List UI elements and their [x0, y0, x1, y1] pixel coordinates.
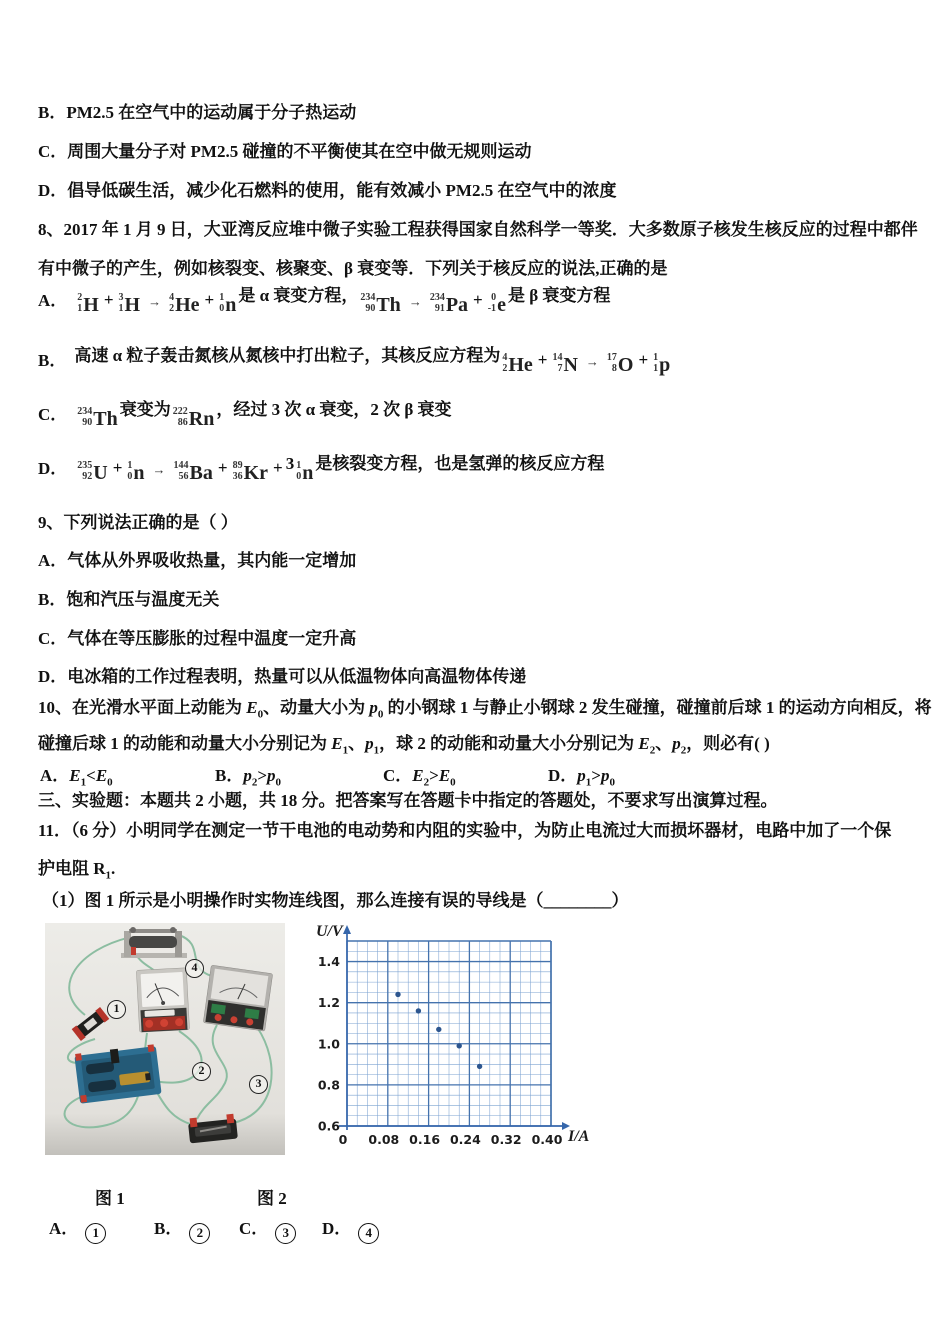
q8-stem-line1: 8、2017 年 1 月 9 日，大亚湾反应堆中微子实验工程获得国家自然科学一等奖．大多数原子核发生核反应的过程中都伴 [38, 220, 918, 239]
section3-header: 三、实验题：本题共 2 小题，共 18 分。把答案写在答题卡中指定的答题处，不要求写出演算过程。 [38, 791, 778, 810]
right-meter [203, 965, 272, 1031]
q8-option-c-label: C． [38, 404, 68, 424]
left-meter [136, 968, 189, 1033]
q7-option-c: C．周围大量分子对 PM2.5 碰撞的不平衡使其在空中做无规则运动 [38, 142, 532, 161]
ui-graph [300, 921, 606, 1159]
svg-text:1.2: 1.2 [317, 995, 340, 1011]
q10-stem-line1: 10、在光滑水平面上动能为 $E_0$、动量大小为 $p_0$ 的小钢球 1 与静止小钢球 2 发生碰撞，碰撞前后球 1 的运动方向相反，将 [38, 698, 932, 721]
y-axis-label: U/V [316, 923, 343, 940]
figure2-caption: 图 2 [257, 1189, 287, 1208]
q8-stem-line2: 有中微子的产生，例如核裂变、核聚变、β 衰变等．下列关于核反应的说法,正确的是 [38, 259, 668, 278]
q8-option-d [38, 448, 604, 484]
q10-option-b-label: B． [215, 766, 244, 785]
q10-option-a-label: A． [40, 766, 70, 785]
q11p1-option-d-label: D． [322, 1219, 352, 1238]
wire-label-3: 3 [249, 1075, 268, 1094]
svg-text:0.8: 0.8 [317, 1077, 340, 1093]
figure1-caption: 图 1 [95, 1189, 125, 1208]
q10-option-a [40, 761, 113, 788]
q11-intro-line1: 11．（6 分）小明同学在测定一节干电池的电动势和内阻的实验中，为防止电流过大而损坏器材，电路中加了一个保 [38, 821, 892, 840]
figure1-photo [45, 923, 285, 1155]
svg-text:0.08: 0.08 [368, 1132, 400, 1147]
circled-number-1: 1 [85, 1223, 106, 1244]
q10-option-d [548, 761, 615, 788]
circuit-photo-illustration [45, 923, 285, 1155]
svg-text:0.32: 0.32 [490, 1132, 522, 1147]
q7-option-d: D．倡导低碳生活，减少化石燃料的使用，能有效减小 PM2.5 在空气中的浓度 [38, 181, 617, 200]
q8-option-c [38, 394, 452, 430]
wire-label-2: 2 [192, 1062, 211, 1081]
x-axis-label: I/A [568, 1128, 590, 1145]
q11-part1-text: （1）图 1 所示是小明操作时实物连线图，那么连接有误的导线是（________） [42, 891, 629, 910]
q10-option-d-label: D． [548, 766, 578, 785]
q8-option-d-label: D． [38, 458, 68, 478]
circled-number-3: 3 [275, 1223, 296, 1244]
q10-option-b-math: $p_2>p_0$ [243, 766, 282, 789]
q10-option-d-math: $p_1>p_0$ [577, 766, 615, 789]
q10-option-c-label: C． [383, 766, 413, 785]
q8-option-a [38, 280, 610, 316]
q8-option-d-equation: 235 92 U + 1 0 n $_\to$ 144 56 Ba + 89 36 Kr + 3 1 0 n 是核裂变方程，也是氢弹的核反应方程 [77, 454, 605, 484]
rheostat [121, 927, 187, 958]
circled-number-4: 4 [358, 1223, 379, 1244]
q9-option-a: A．气体从外界吸收热量，其内能一定增加 [38, 551, 357, 570]
q9-stem: 9、下列说法正确的是（ ） [38, 513, 238, 532]
q8-option-c-equation: 234 90 Th 衰变为 222 86 Rn ，经过 3 次 α 衰变，2 次 β 衰变 [77, 400, 452, 430]
q9-option-c: C．气体在等压膨胀的过程中温度一定升高 [38, 629, 357, 648]
circled-number-2: 2 [189, 1223, 210, 1244]
q10-option-a-math: $E_1<E_0$ [69, 766, 113, 789]
svg-text:0.24: 0.24 [449, 1132, 481, 1147]
q8-option-b-equation: 高速 α 粒子轰击氮核从氮核中打出粒子，其核反应方程为 4 2 He + 14 7 N $_\to$ 17 8 O + 1 1 p [74, 346, 671, 376]
q8-option-b [38, 340, 672, 376]
q10-option-b [215, 761, 281, 788]
q11p1-option-a [49, 1214, 106, 1244]
q11p1-option-b [154, 1214, 210, 1244]
svg-text:0.16: 0.16 [409, 1132, 441, 1147]
q11p1-option-c [239, 1214, 296, 1244]
q10-option-c [383, 761, 456, 788]
svg-text:0: 0 [338, 1132, 348, 1147]
q11p1-option-b-label: B． [154, 1219, 183, 1238]
wire-label-4: 4 [185, 959, 204, 978]
wire-label-1: 1 [107, 1000, 126, 1019]
q9-option-b: B．饱和汽压与温度无关 [38, 590, 220, 609]
svg-text:1.0: 1.0 [317, 1036, 340, 1052]
q10-option-c-math: $E_2>E_0$ [412, 766, 456, 789]
q11p1-option-c-label: C． [239, 1219, 269, 1238]
svg-text:1.4: 1.4 [317, 954, 340, 970]
q9-option-d: D．电冰箱的工作过程表明，热量可以从低温物体向高温物体传递 [38, 667, 527, 686]
svg-text:0.6: 0.6 [317, 1118, 340, 1134]
q10-stem-line2: 碰撞后球 1 的动能和动量大小分别记为 $E_1$、$p_1$，球 2 的动能和动量大小分别记为 $E_2$、$p_2$，则必有( ) [38, 734, 770, 757]
q7-option-b: B．PM2.5 在空气中的运动属于分子热运动 [38, 103, 357, 122]
q11p1-option-a-label: A． [49, 1219, 79, 1238]
q8-option-a-label: A． [38, 290, 68, 310]
svg-text:0.40: 0.40 [531, 1132, 563, 1147]
q8-option-b-label: B． [38, 350, 67, 370]
q8-option-a-equation: 2 1 H + 3 1 H $_\to$ 4 2 He + 1 0 n 是 α 衰变方程， 234 90 Th $_\to$ 234 91 Pa + 0 -1 e 是 β 衰变方程 [77, 286, 611, 316]
q11p1-option-d [322, 1214, 379, 1244]
q11-intro-line2: 护电阻 $R_1$. [38, 859, 116, 882]
figure2-chart [300, 921, 606, 1159]
